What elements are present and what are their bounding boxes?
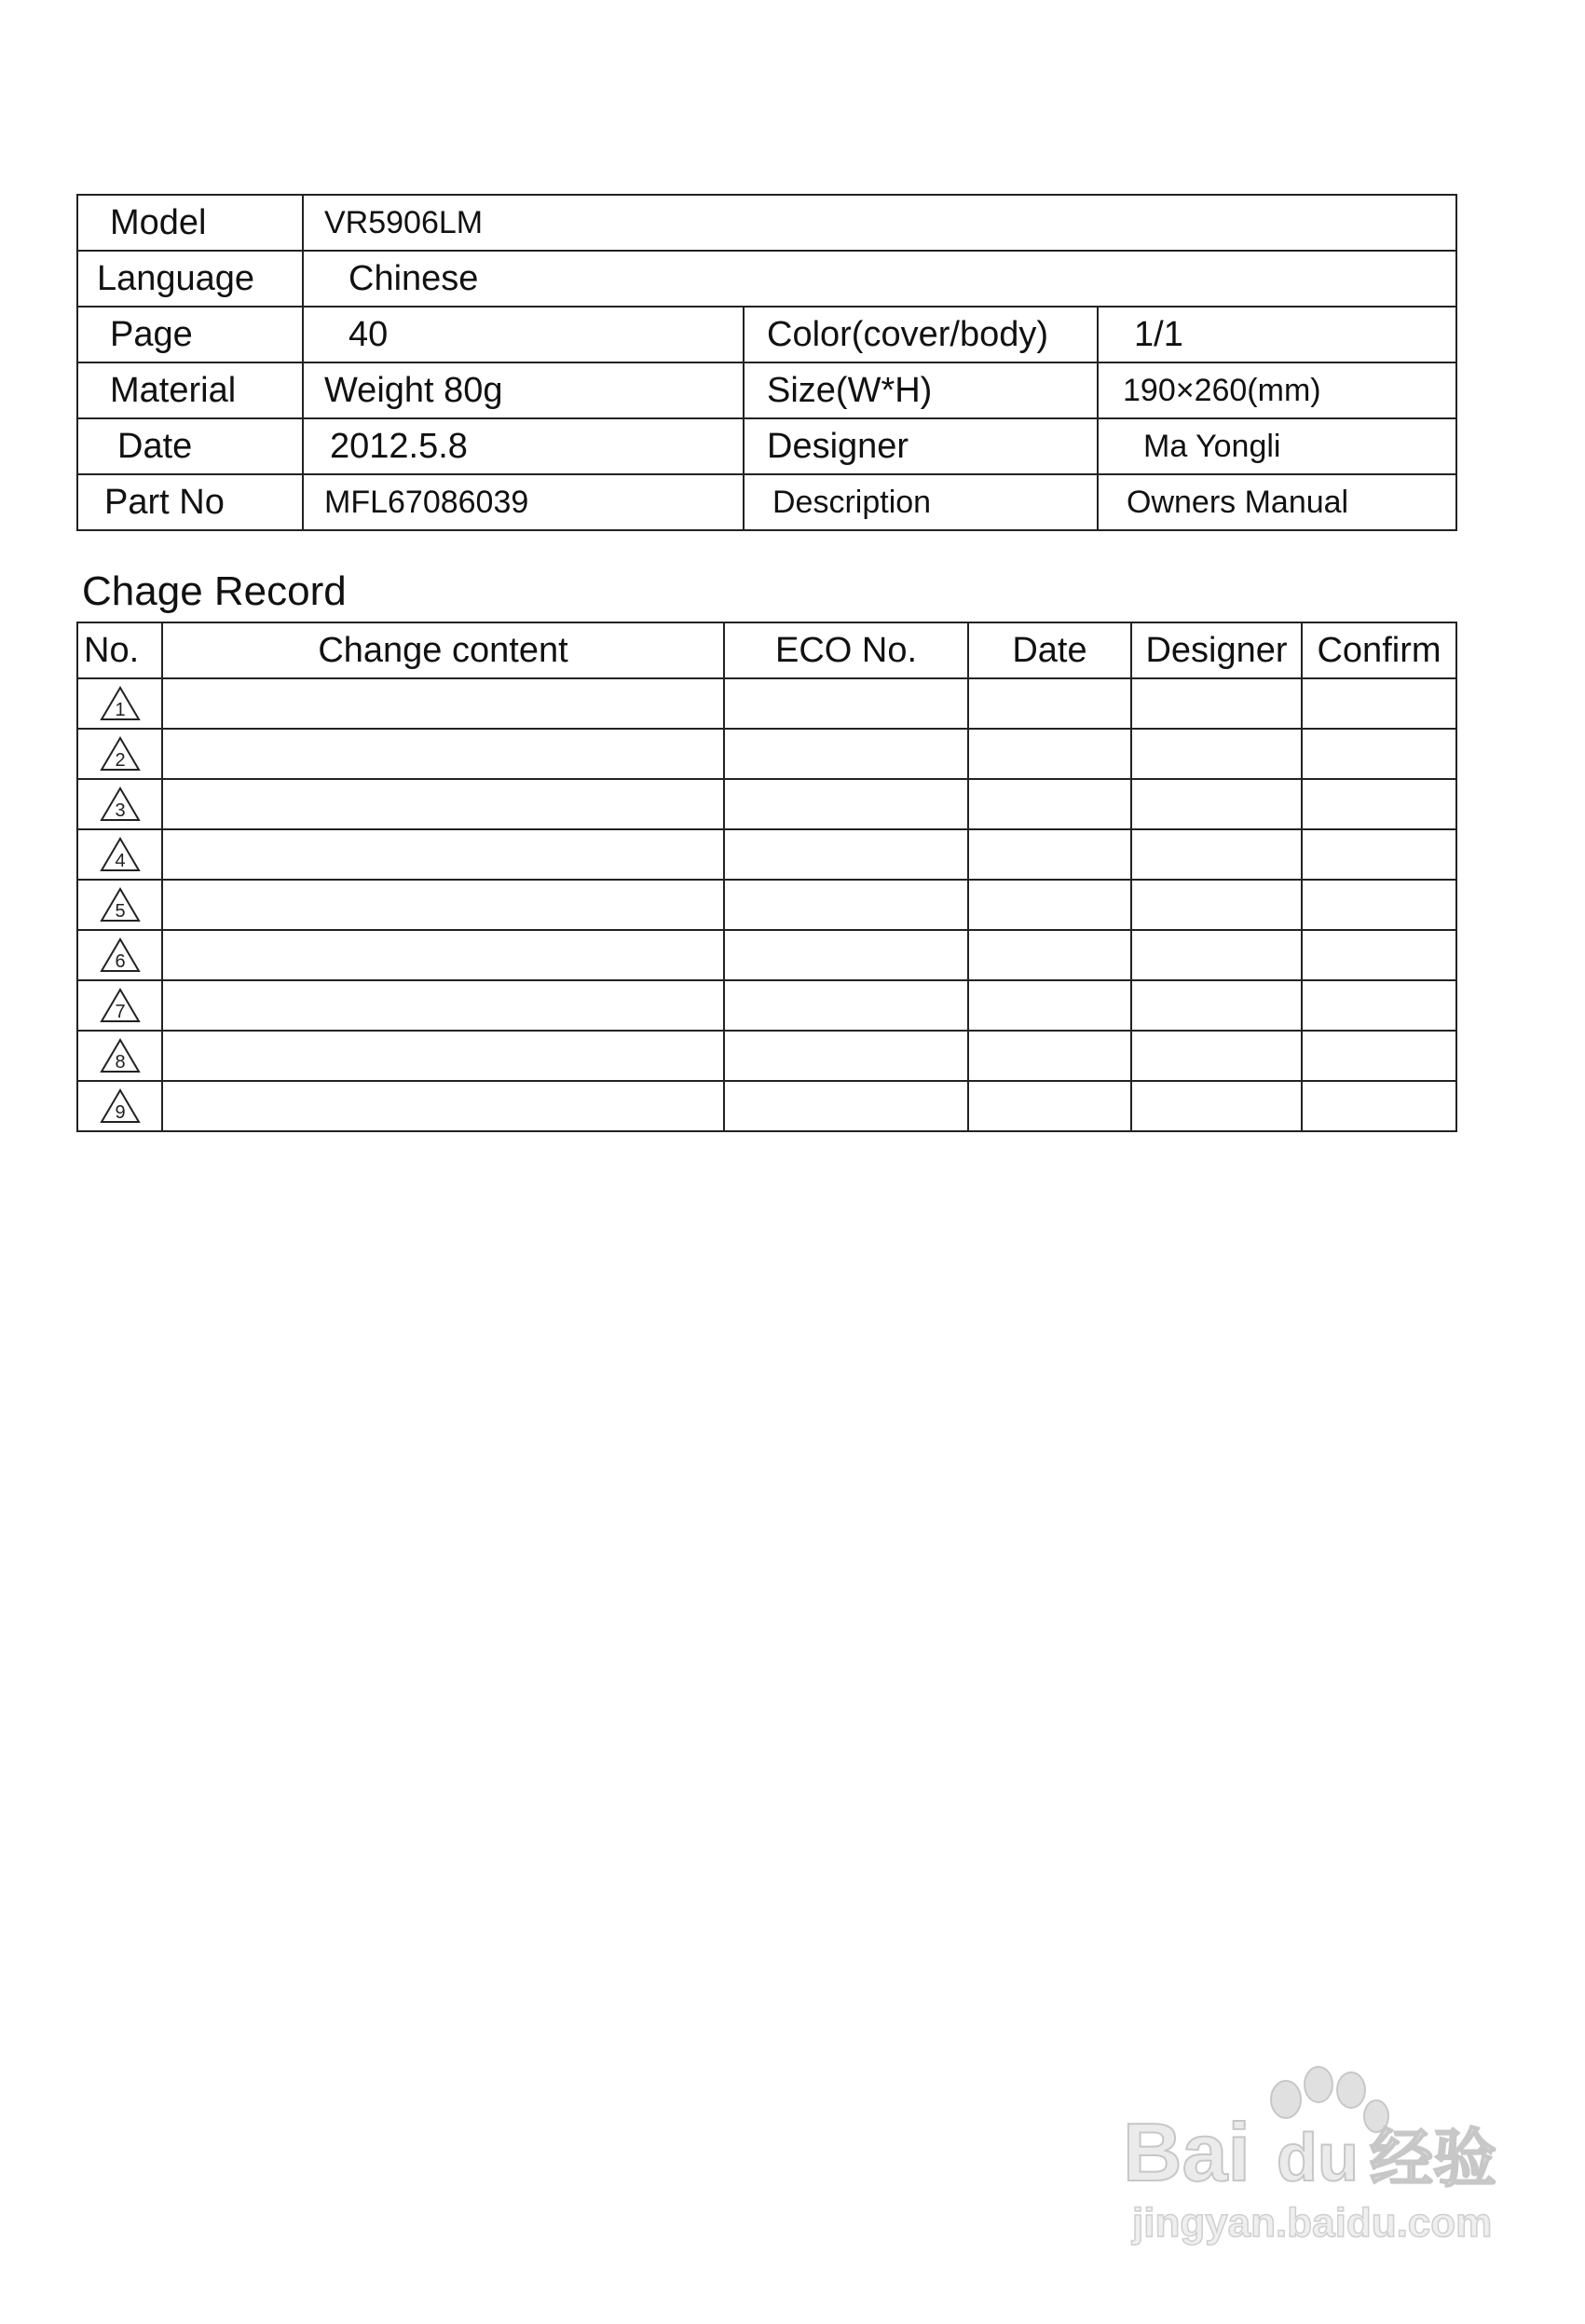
header-confirm: Confirm [1302, 622, 1456, 678]
eco-no-cell [724, 1081, 968, 1131]
revision-number: 6 [114, 951, 126, 972]
designer-cell [1131, 729, 1302, 779]
revision-triangle-icon [100, 1088, 141, 1124]
confirm-cell [1302, 880, 1456, 930]
change-row-no [77, 729, 162, 779]
eco-no-cell [724, 779, 968, 829]
change-record-table [76, 622, 1457, 1132]
change-content-cell [162, 1031, 724, 1081]
revision-number: 4 [114, 851, 126, 871]
designer-cell [1131, 880, 1302, 930]
header-change-content: Change content [162, 622, 724, 678]
eco-no-cell [724, 930, 968, 980]
info-row-date [77, 418, 1456, 474]
revision-triangle-icon [100, 786, 141, 822]
date-value: 2012.5.8 [303, 418, 744, 474]
change-row [77, 678, 1456, 729]
material-label: Material [77, 362, 303, 418]
change-row [77, 1081, 1456, 1131]
color-value: 1/1 [1098, 307, 1456, 362]
change-content-cell [162, 880, 724, 930]
revision-number: 8 [114, 1052, 126, 1073]
designer-label: Designer [744, 418, 1098, 474]
change-header-row [77, 622, 1456, 678]
description-label: Description [744, 474, 1098, 530]
confirm-cell [1302, 729, 1456, 779]
change-record-title: Chage Record [82, 568, 347, 614]
size-label: Size(W*H) [744, 362, 1098, 418]
paw-toe-2 [1305, 2067, 1332, 2102]
info-row-language [77, 251, 1456, 307]
date-cell [968, 829, 1131, 880]
revision-triangle-icon [100, 887, 141, 923]
change-row [77, 1031, 1456, 1081]
page-value: 40 [303, 307, 744, 362]
material-value: Weight 80g [303, 362, 744, 418]
change-row [77, 930, 1456, 980]
change-content-cell [162, 678, 724, 729]
date-cell [968, 1081, 1131, 1131]
date-cell [968, 1031, 1131, 1081]
language-value: Chinese [303, 251, 1456, 307]
page-label: Page [77, 307, 303, 362]
baidu-watermark [1114, 2064, 1505, 2250]
info-row-partno [77, 474, 1456, 530]
revision-number: 3 [114, 800, 126, 821]
change-row-no [77, 880, 162, 930]
info-row-page [77, 307, 1456, 362]
revision-number: 5 [114, 901, 126, 922]
designer-cell [1131, 1031, 1302, 1081]
watermark-brand: Bai [1123, 2106, 1250, 2198]
change-row-no [77, 930, 162, 980]
size-value: 190×260(mm) [1098, 362, 1456, 418]
watermark-brand-du: du [1277, 2121, 1359, 2195]
model-label: Model [77, 195, 303, 251]
description-value: Owners Manual [1098, 474, 1456, 530]
info-table [76, 194, 1457, 531]
change-row-no [77, 1031, 162, 1081]
revision-number: 7 [114, 1002, 126, 1022]
change-content-cell [162, 980, 724, 1031]
change-row-no [77, 678, 162, 729]
partno-value: MFL67086039 [303, 474, 744, 530]
designer-cell [1131, 930, 1302, 980]
change-row-no [77, 1081, 162, 1131]
header-eco-no: ECO No. [724, 622, 968, 678]
paw-toe-1 [1271, 2081, 1301, 2118]
revision-triangle-icon [100, 686, 141, 721]
eco-no-cell [724, 729, 968, 779]
color-label: Color(cover/body) [744, 307, 1098, 362]
revision-number: 2 [114, 750, 126, 771]
change-content-cell [162, 829, 724, 880]
confirm-cell [1302, 779, 1456, 829]
change-row-no [77, 980, 162, 1031]
confirm-cell [1302, 980, 1456, 1031]
revision-triangle-icon [100, 937, 141, 973]
confirm-cell [1302, 829, 1456, 880]
eco-no-cell [724, 1031, 968, 1081]
confirm-cell [1302, 1081, 1456, 1131]
change-row [77, 880, 1456, 930]
designer-cell [1131, 980, 1302, 1031]
designer-cell [1131, 779, 1302, 829]
revision-triangle-icon [100, 736, 141, 772]
header-designer: Designer [1131, 622, 1302, 678]
revision-number: 1 [114, 700, 126, 720]
change-row [77, 829, 1456, 880]
date-cell [968, 930, 1131, 980]
change-content-cell [162, 779, 724, 829]
change-row-no [77, 829, 162, 880]
designer-cell [1131, 678, 1302, 729]
revision-triangle-icon [100, 1038, 141, 1073]
language-label: Language [77, 251, 303, 307]
eco-no-cell [724, 880, 968, 930]
revision-triangle-icon [100, 988, 141, 1023]
date-cell [968, 779, 1131, 829]
confirm-cell [1302, 930, 1456, 980]
header-date: Date [968, 622, 1131, 678]
change-content-cell [162, 930, 724, 980]
watermark-url: jingyan.baidu.com [1132, 2200, 1493, 2246]
date-cell [968, 880, 1131, 930]
eco-no-cell [724, 980, 968, 1031]
info-row-model [77, 195, 1456, 251]
confirm-cell [1302, 678, 1456, 729]
eco-no-cell [724, 829, 968, 880]
change-row [77, 729, 1456, 779]
change-row [77, 980, 1456, 1031]
revision-number: 9 [114, 1102, 126, 1123]
designer-cell [1131, 1081, 1302, 1131]
confirm-cell [1302, 1031, 1456, 1081]
model-value: VR5906LM [303, 195, 1456, 251]
date-cell [968, 980, 1131, 1031]
eco-no-cell [724, 678, 968, 729]
designer-value: Ma Yongli [1098, 418, 1456, 474]
partno-label: Part No [77, 474, 303, 530]
header-no: No. [77, 622, 162, 678]
change-content-cell [162, 1081, 724, 1131]
change-row-no [77, 779, 162, 829]
date-cell [968, 678, 1131, 729]
designer-cell [1131, 829, 1302, 880]
date-cell [968, 729, 1131, 779]
info-row-material [77, 362, 1456, 418]
change-content-cell [162, 729, 724, 779]
change-row [77, 779, 1456, 829]
revision-triangle-icon [100, 837, 141, 872]
date-label: Date [77, 418, 303, 474]
watermark-cn: 经验 [1370, 2123, 1497, 2196]
paw-toe-3 [1337, 2072, 1365, 2108]
